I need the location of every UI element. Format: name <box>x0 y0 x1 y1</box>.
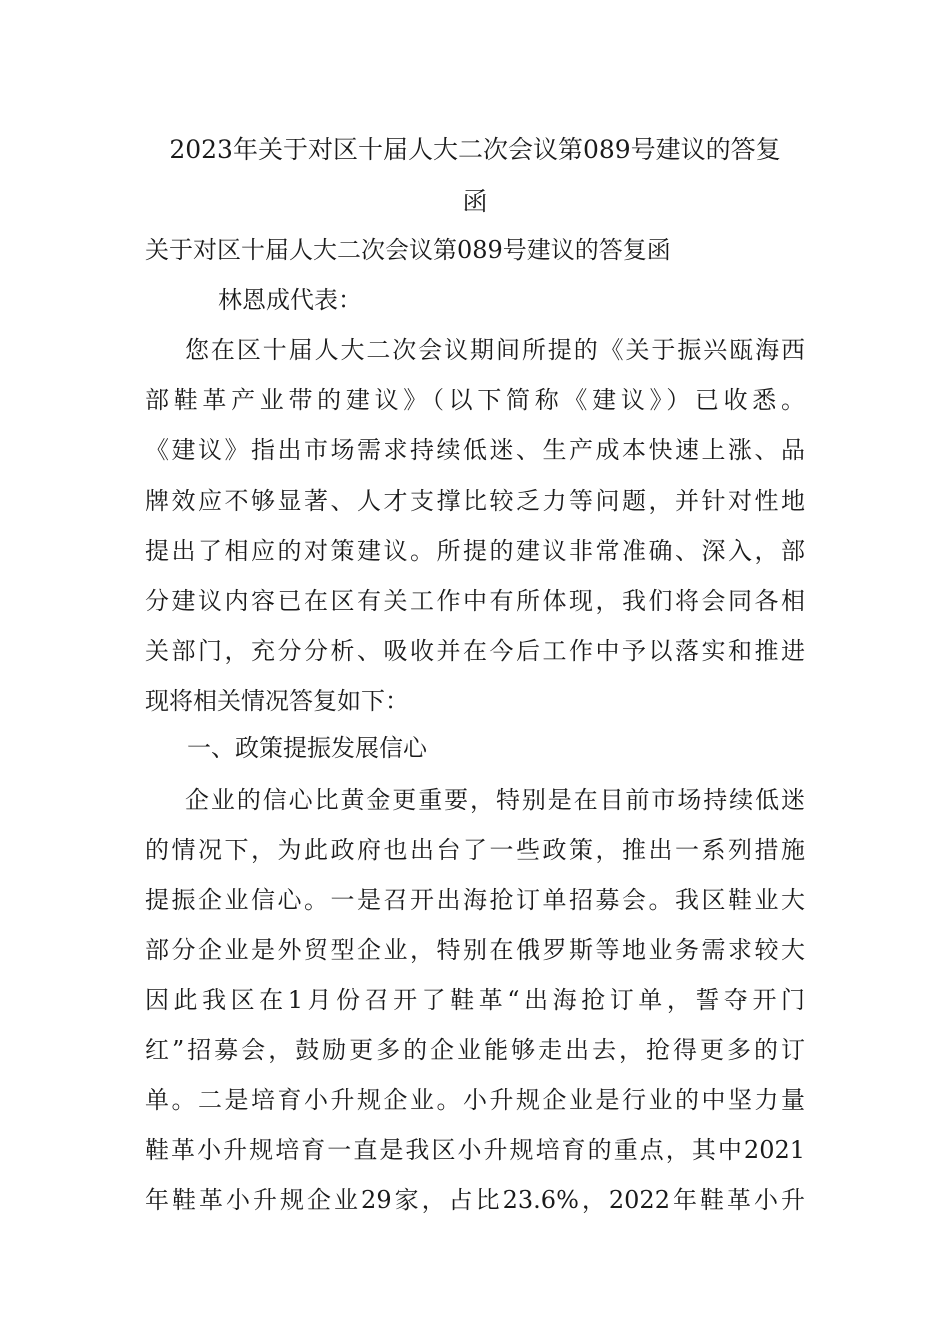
body-line: 部鞋革产业带的建议》（以下简称《建议》）已收悉。 <box>145 386 805 414</box>
body-line: 牌效应不够显著、人才支撑比较乏力等问题，并针对性地 <box>145 487 805 515</box>
section-heading-1: 一、政策提振发展信心 <box>187 734 427 762</box>
body-line: 因此我区在1月份召开了鞋革“出海抢订单，誓夺开门 <box>145 986 805 1014</box>
body-line: 企业的信心比黄金更重要，特别是在目前市场持续低迷 <box>185 786 805 814</box>
document-title-line-1: 2023年关于对区十届人大二次会议第089号建议的答复 <box>169 135 781 164</box>
body-line: 现将相关情况答复如下： <box>145 687 409 715</box>
body-line: 年鞋革小升规企业29家，占比23.6%，2022年鞋革小升 <box>145 1186 805 1214</box>
body-line: 单。二是培育小升规企业。小升规企业是行业的中坚力量 <box>145 1086 805 1114</box>
body-line: 您在区十届人大二次会议期间所提的《关于振兴瓯海西 <box>185 336 805 364</box>
document-title-line-2: 函 <box>462 187 488 216</box>
body-line: 红”招募会，鼓励更多的企业能够走出去，抢得更多的订 <box>145 1036 805 1064</box>
body-line: 部分企业是外贸型企业，特别在俄罗斯等地业务需求较大 <box>145 936 805 964</box>
document-subtitle: 关于对区十届人大二次会议第089号建议的答复函 <box>145 236 671 264</box>
body-line: 分建议内容已在区有关工作中有所体现，我们将会同各相 <box>145 587 805 615</box>
body-line: 的情况下，为此政府也出台了一些政策，推出一系列措施 <box>145 836 805 864</box>
salutation: 林恩成代表： <box>218 286 362 314</box>
body-line: 关部门，充分分析、吸收并在今后工作中予以落实和推进 <box>145 637 805 665</box>
body-line: 《建议》指出市场需求持续低迷、生产成本快速上涨、品 <box>145 436 805 464</box>
body-line: 提出了相应的对策建议。所提的建议非常准确、深入，部 <box>145 537 805 565</box>
body-line: 鞋革小升规培育一直是我区小升规培育的重点，其中2021 <box>145 1136 805 1164</box>
body-line: 提振企业信心。一是召开出海抢订单招募会。我区鞋业大 <box>145 886 805 914</box>
